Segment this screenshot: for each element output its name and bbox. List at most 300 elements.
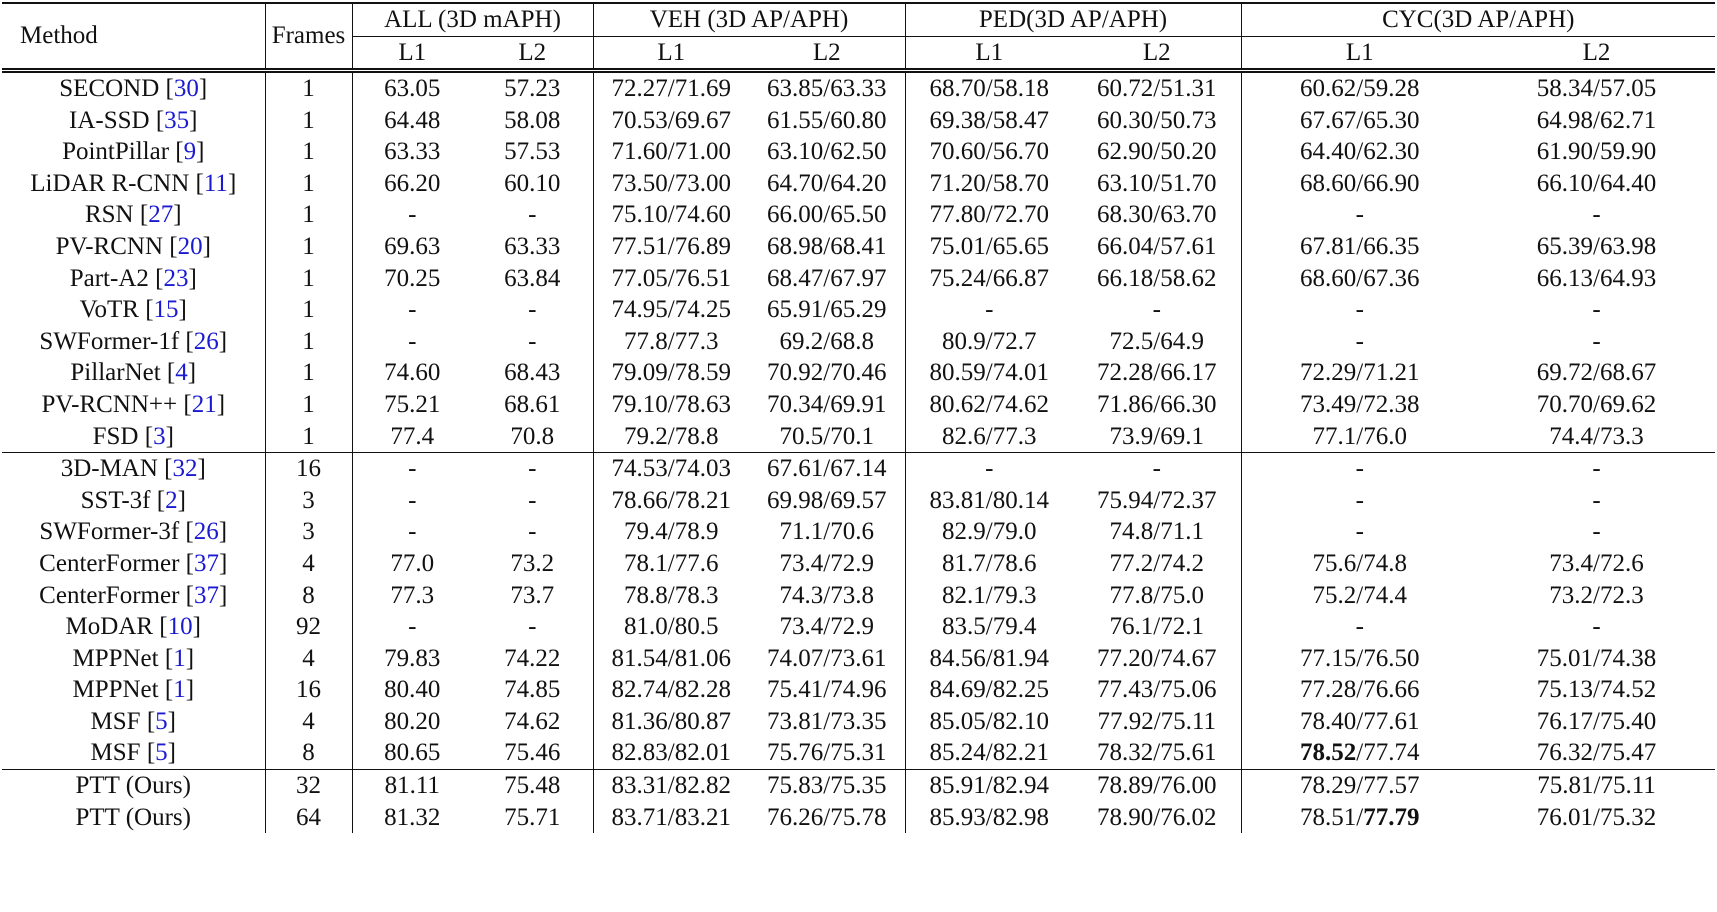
citation-link[interactable]: 5 <box>155 739 168 767</box>
cyc-l1-cell: 75.6/74.8 <box>1312 549 1407 577</box>
cyc-l2-cell: 75.01/74.38 <box>1536 644 1657 672</box>
veh-l2-cell: 66.00/65.50 <box>749 199 905 231</box>
method-cell: LiDAR R-CNN [11] <box>2 168 265 200</box>
citation-link[interactable]: 9 <box>183 138 197 166</box>
frames-cell: 4 <box>265 548 352 580</box>
ped-l2-cell: 77.43/75.06 <box>1073 674 1241 706</box>
all-l1-cell: 81.11 <box>352 770 472 802</box>
citation-link[interactable]: 20 <box>177 232 203 260</box>
table-row <box>2 357 1715 389</box>
veh-l1-cell: 77.51/76.89 <box>611 232 731 260</box>
cyc-l1-cell: 77.15/76.50 <box>1300 644 1420 672</box>
all-l2-cell: 57.53 <box>472 136 593 168</box>
ped-l2-cell: 75.94/72.37 <box>1073 485 1241 517</box>
veh-l2-cell: 69.2/68.8 <box>749 326 905 358</box>
cyc-l1-cell: 67.67/65.30 <box>1300 106 1420 134</box>
method-cell: SWFormer-1f [26] <box>2 326 265 358</box>
cyc-l1-cell: 64.40/62.30 <box>1300 138 1420 166</box>
ped-l2-cell: 72.28/66.17 <box>1073 357 1241 389</box>
veh-l1-cell: 75.10/74.60 <box>611 201 731 229</box>
citation-link[interactable]: 3 <box>153 422 166 450</box>
table-row <box>2 453 1715 485</box>
method-name: RSN <box>84 201 134 229</box>
ped-l2-cell: - <box>1073 294 1241 326</box>
all-l1-cell: 75.21 <box>384 390 441 418</box>
all-l2-cell: 74.85 <box>472 674 593 706</box>
table-row <box>2 136 1715 168</box>
cyc-l2-cell: 69.72/68.67 <box>1536 359 1657 387</box>
ped-l2-cell: 63.10/51.70 <box>1073 168 1241 200</box>
cyc-l2-cell: - <box>1592 613 1601 641</box>
table-row <box>2 674 1715 706</box>
cyc-l2-cell: 65.39/63.98 <box>1536 232 1657 260</box>
method-name: PV-RCNN <box>55 232 164 260</box>
method-cell: MSF [5] <box>2 737 265 769</box>
veh-l1-cell: 73.50/73.00 <box>611 169 731 197</box>
cyc-l1-cell: 78.29/77.57 <box>1241 770 1478 802</box>
ped-l2-cell: 77.20/74.67 <box>1073 643 1241 675</box>
frames-cell: 16 <box>265 453 352 485</box>
all-l1-cell: 79.83 <box>384 644 441 672</box>
cyc-l2-cell: 58.34/57.05 <box>1536 75 1657 102</box>
frames-cell: 1 <box>265 326 352 358</box>
table-row <box>2 389 1715 421</box>
ped-l1-cell: 84.69/82.25 <box>929 676 1049 704</box>
ped-l2-cell: 66.18/58.62 <box>1073 263 1241 295</box>
frames-cell: 1 <box>265 136 352 168</box>
cyc-l2-cell: - <box>1592 296 1601 324</box>
method-cell: MoDAR [10] <box>2 611 265 643</box>
all-l1-cell: 80.40 <box>384 676 441 704</box>
method-cell: PillarNet [4] <box>2 357 265 389</box>
veh-l1-cell: 71.60/71.00 <box>611 138 731 166</box>
cyc-l2-cell: 73.2/72.3 <box>1549 581 1644 609</box>
all-l1-cell: 81.32 <box>384 803 441 831</box>
cyc-l1-cell: - <box>1355 327 1364 355</box>
cyc-l2-cell: - <box>1592 518 1601 546</box>
citation-link[interactable]: 15 <box>153 296 179 324</box>
veh-l1-cell: 77.8/77.3 <box>624 327 719 355</box>
all-l2-cell: 63.33 <box>472 231 593 263</box>
frames-cell: 1 <box>265 71 352 105</box>
method-cell: SECOND [30] <box>2 71 265 105</box>
all-l1-cell: - <box>408 201 417 229</box>
all-l2-cell: - <box>472 199 593 231</box>
table-row <box>2 802 1715 834</box>
table-row <box>2 168 1715 200</box>
veh-l2-cell: 71.1/70.6 <box>749 516 905 548</box>
table-body <box>2 71 1715 834</box>
ped-l1-cell: 82.9/79.0 <box>942 518 1037 546</box>
table-row <box>2 294 1715 326</box>
ped-l1-cell: 83.81/80.14 <box>929 486 1049 514</box>
all-l2-cell: 74.62 <box>472 706 593 738</box>
method-name: PillarNet <box>70 359 161 387</box>
table-row <box>2 611 1715 643</box>
table-row <box>2 263 1715 295</box>
all-l1-cell: - <box>408 518 417 546</box>
table-row <box>2 643 1715 675</box>
veh-l1-cell: 78.66/78.21 <box>611 486 731 514</box>
ped-l1-cell: - <box>985 296 994 324</box>
veh-l1-cell: 83.31/82.82 <box>593 770 749 802</box>
table-row <box>2 706 1715 738</box>
cyc-l2-cell: 76.32/75.47 <box>1536 739 1657 767</box>
ped-l1-cell: 77.80/72.70 <box>929 201 1049 229</box>
ped-l2-cell: 60.30/50.73 <box>1073 105 1241 137</box>
ped-l1-cell: 70.60/56.70 <box>929 138 1049 166</box>
veh-l2-cell: 63.85/63.33 <box>749 71 905 105</box>
veh-l2-cell: 75.41/74.96 <box>749 674 905 706</box>
veh-l2-cell: 73.4/72.9 <box>749 548 905 580</box>
frames-cell: 3 <box>265 485 352 517</box>
method-name: SST-3f <box>80 486 151 514</box>
all-l1-cell: - <box>408 486 417 514</box>
header-ped-l2: L2 <box>1073 37 1241 71</box>
all-l1-cell: 63.33 <box>384 138 441 166</box>
cyc-l2-cell: 70.70/69.62 <box>1536 390 1657 418</box>
ped-l2-cell: 62.90/50.20 <box>1073 136 1241 168</box>
ped-l1-cell: 80.9/72.7 <box>942 327 1037 355</box>
method-name: SWFormer-3f <box>39 518 180 546</box>
method-name: PointPillar <box>62 138 170 166</box>
citation-link[interactable]: 2 <box>165 486 178 514</box>
header-veh-l1: L1 <box>593 37 749 71</box>
veh-l1-cell: 78.1/77.6 <box>624 549 719 577</box>
all-l2-cell: 70.8 <box>472 421 593 453</box>
cyc-l1-cell: - <box>1355 486 1364 514</box>
all-l2-cell: 60.10 <box>472 168 593 200</box>
all-l2-cell: 74.22 <box>472 643 593 675</box>
ped-l2-cell: 71.86/66.30 <box>1073 389 1241 421</box>
ped-l1-cell: - <box>905 453 1073 485</box>
citation-link[interactable]: 1 <box>173 676 186 704</box>
veh-l2-cell: 69.98/69.57 <box>749 485 905 517</box>
cyc-l2-cell: 64.98/62.71 <box>1536 106 1657 134</box>
header-row-groups <box>2 3 1715 37</box>
header-ped: PED(3D AP/APH) <box>905 3 1241 37</box>
method-name: SECOND <box>59 75 160 102</box>
ped-l1-cell: 81.7/78.6 <box>942 549 1037 577</box>
ped-l2-cell: 78.89/76.00 <box>1073 770 1241 802</box>
all-l1-cell: - <box>352 453 472 485</box>
method-cell <box>2 770 265 802</box>
veh-l2-cell: 67.61/67.14 <box>749 453 905 485</box>
frames-cell: 8 <box>265 580 352 612</box>
citation-link[interactable]: 21 <box>191 390 217 418</box>
citation-link[interactable]: 30 <box>173 75 199 102</box>
ped-l1-cell: 75.24/66.87 <box>929 264 1049 292</box>
method-name: LiDAR R-CNN <box>30 169 190 197</box>
veh-l2-cell: 65.91/65.29 <box>749 294 905 326</box>
veh-l1-cell: 79.4/78.9 <box>624 518 719 546</box>
cyc-l2-cell: 75.13/74.52 <box>1536 676 1657 704</box>
method-cell: VoTR [15] <box>2 294 265 326</box>
veh-l2-cell: 68.47/67.97 <box>749 263 905 295</box>
veh-l1-cell: 82.74/82.28 <box>611 676 731 704</box>
veh-l2-cell: 73.81/73.35 <box>749 706 905 738</box>
veh-l2-cell: 64.70/64.20 <box>749 168 905 200</box>
method-name: MSF <box>90 707 141 735</box>
veh-l1-cell: 79.10/78.63 <box>611 390 731 418</box>
veh-l1-cell: 82.83/82.01 <box>611 739 731 767</box>
veh-l1-cell: 78.8/78.3 <box>624 581 719 609</box>
ped-l1-cell: 80.59/74.01 <box>929 359 1049 387</box>
ped-l2-cell: 60.72/51.31 <box>1073 71 1241 105</box>
method-name: FSD <box>92 422 139 450</box>
cyc-l1-cell: 77.1/76.0 <box>1312 422 1407 450</box>
header-all-l1: L1 <box>352 37 472 71</box>
cyc-l2-cell: - <box>1592 201 1601 229</box>
veh-l1-cell: 79.09/78.59 <box>611 359 731 387</box>
frames-cell: 1 <box>265 389 352 421</box>
all-l1-cell: 64.48 <box>384 106 441 134</box>
cyc-l1-cell: 68.60/67.36 <box>1300 264 1420 292</box>
table-row <box>2 580 1715 612</box>
table-row <box>2 105 1715 137</box>
veh-l2-cell: 73.4/72.9 <box>749 611 905 643</box>
frames-cell: 8 <box>265 737 352 769</box>
cyc-l2-cell: 75.81/75.11 <box>1478 770 1715 802</box>
citation-link[interactable]: 10 <box>167 613 193 641</box>
citation-link[interactable]: 5 <box>155 707 168 735</box>
ped-l2-cell: 78.32/75.61 <box>1073 737 1241 769</box>
citation-link[interactable]: 26 <box>193 327 219 355</box>
ped-l2-cell: - <box>1073 453 1241 485</box>
frames-cell: 4 <box>265 706 352 738</box>
all-l1-cell: - <box>408 613 417 641</box>
frames-cell: 1 <box>265 168 352 200</box>
method-name: PTT (Ours) <box>75 803 191 831</box>
method-cell: CenterFormer [37] <box>2 580 265 612</box>
veh-l2-cell: 75.83/75.35 <box>749 770 905 802</box>
method-cell: MPPNet [1] <box>2 674 265 706</box>
method-cell <box>2 802 265 834</box>
header-all: ALL (3D mAPH) <box>352 3 593 37</box>
cyc-l2-cell: 61.90/59.90 <box>1536 138 1657 166</box>
ped-l2-cell: 76.1/72.1 <box>1073 611 1241 643</box>
veh-l1-cell: 81.36/80.87 <box>611 707 731 735</box>
citation-link[interactable]: 35 <box>164 106 190 134</box>
veh-l2-cell: 61.55/60.80 <box>749 105 905 137</box>
all-l1-cell: 80.20 <box>384 707 441 735</box>
all-l1-cell: 77.0 <box>390 549 435 577</box>
ped-l2-cell: 78.90/76.02 <box>1073 802 1241 834</box>
all-l2-cell: - <box>472 294 593 326</box>
frames-cell: 1 <box>265 199 352 231</box>
veh-l1-cell: 70.53/69.67 <box>611 106 731 134</box>
cyc-l2-cell: - <box>1592 327 1601 355</box>
method-cell: FSD [3] <box>2 421 265 453</box>
frames-cell: 64 <box>265 802 352 834</box>
ped-l2-cell: 77.2/74.2 <box>1073 548 1241 580</box>
ped-l2-cell: 72.5/64.9 <box>1073 326 1241 358</box>
ped-l2-cell: 66.04/57.61 <box>1073 231 1241 263</box>
veh-l2-cell: 70.5/70.1 <box>749 421 905 453</box>
method-cell: SST-3f [2] <box>2 485 265 517</box>
cyc-l1-cell: - <box>1355 518 1364 546</box>
method-cell: SWFormer-3f [26] <box>2 516 265 548</box>
all-l2-cell: 58.08 <box>472 105 593 137</box>
all-l2-cell: - <box>472 516 593 548</box>
veh-l1-cell: 83.71/83.21 <box>611 803 731 831</box>
frames-cell: 4 <box>265 643 352 675</box>
table-row <box>2 199 1715 231</box>
method-cell: MSF [5] <box>2 706 265 738</box>
ped-l2-cell: 73.9/69.1 <box>1073 421 1241 453</box>
results-table <box>2 2 1715 833</box>
method-name: CenterFormer <box>39 549 180 577</box>
ped-l1-cell: 83.5/79.4 <box>942 613 1037 641</box>
header-frames: Frames <box>265 3 352 71</box>
ped-l1-cell: 85.93/82.98 <box>929 803 1049 831</box>
frames-cell: 1 <box>265 421 352 453</box>
method-name: CenterFormer <box>39 581 180 609</box>
method-cell: CenterFormer [37] <box>2 548 265 580</box>
veh-l1-cell: 74.53/74.03 <box>593 453 749 485</box>
veh-l2-cell: 76.26/75.78 <box>749 802 905 834</box>
cyc-l1-cell: - <box>1355 201 1364 229</box>
citation-link[interactable]: 27 <box>148 201 174 229</box>
citation-link[interactable]: 26 <box>193 518 219 546</box>
method-name: MoDAR <box>65 613 154 641</box>
veh-l2-cell: 70.34/69.91 <box>749 389 905 421</box>
frames-cell: 1 <box>265 263 352 295</box>
method-name: MPPNet <box>72 644 159 672</box>
cyc-l2-cell: - <box>1478 453 1715 485</box>
cyc-l1-cell: 72.29/71.21 <box>1300 359 1420 387</box>
table-row <box>2 485 1715 517</box>
table-row <box>2 737 1715 769</box>
cyc-l2-cell: 73.4/72.6 <box>1549 549 1644 577</box>
frames-cell: 32 <box>265 770 352 802</box>
cyc-l1-ap: 78.52 <box>1300 739 1357 767</box>
ped-l1-cell: 84.56/81.94 <box>929 644 1049 672</box>
veh-l1-cell: 81.54/81.06 <box>611 644 731 672</box>
method-cell: IA-SSD [35] <box>2 105 265 137</box>
method-cell: MPPNet [1] <box>2 643 265 675</box>
ped-l2-cell: 68.30/63.70 <box>1073 199 1241 231</box>
table-row <box>2 770 1715 802</box>
veh-l1-cell: 74.95/74.25 <box>611 296 731 324</box>
citation-link[interactable]: 32 <box>172 455 198 483</box>
frames-cell: 16 <box>265 674 352 706</box>
cyc-l1-ap: 78.51/ <box>1300 803 1364 831</box>
header-veh-l2: L2 <box>749 37 905 71</box>
all-l2-cell: - <box>472 326 593 358</box>
all-l1-cell: 66.20 <box>384 169 441 197</box>
cyc-l2-cell: - <box>1592 486 1601 514</box>
header-all-l2: L2 <box>472 37 593 71</box>
all-l2-cell: 63.84 <box>472 263 593 295</box>
all-l2-cell: 75.46 <box>472 737 593 769</box>
veh-l1-cell: 81.0/80.5 <box>624 613 719 641</box>
veh-l2-cell: 63.10/62.50 <box>749 136 905 168</box>
cyc-l1-aph: /77.74 <box>1356 739 1420 767</box>
frames-cell: 1 <box>265 357 352 389</box>
cyc-l1-cell: 73.49/72.38 <box>1300 390 1420 418</box>
method-name: PTT (Ours) <box>75 772 191 800</box>
table-row <box>2 326 1715 358</box>
veh-l2-cell: 74.07/73.61 <box>749 643 905 675</box>
all-l2-cell: 68.61 <box>472 389 593 421</box>
citation-link[interactable]: 23 <box>163 264 189 292</box>
method-name: IA-SSD <box>69 106 150 134</box>
all-l1-cell: 77.3 <box>390 581 435 609</box>
citation-link[interactable]: 37 <box>193 549 219 577</box>
citation-link[interactable]: 1 <box>173 644 186 672</box>
veh-l1-cell: 72.27/71.69 <box>611 75 731 102</box>
ped-l1-cell: 85.05/82.10 <box>929 707 1049 735</box>
all-l1-cell: 77.4 <box>390 422 435 450</box>
all-l2-cell: - <box>472 611 593 643</box>
header-cyc-l1: L1 <box>1241 37 1478 71</box>
method-name: MSF <box>90 739 141 767</box>
cyc-l1-cell: 75.2/74.4 <box>1312 581 1407 609</box>
frames-cell: 3 <box>265 516 352 548</box>
method-name: MPPNet <box>72 676 159 704</box>
method-name: Part-A2 <box>69 264 149 292</box>
frames-cell: 92 <box>265 611 352 643</box>
ped-l2-cell: 74.8/71.1 <box>1073 516 1241 548</box>
citation-link[interactable]: 11 <box>203 169 228 197</box>
cyc-l1-cell: - <box>1355 296 1364 324</box>
frames-cell: 1 <box>265 231 352 263</box>
method-cell: RSN [27] <box>2 199 265 231</box>
veh-l2-cell: 75.76/75.31 <box>749 737 905 769</box>
all-l1-cell: 80.65 <box>384 739 441 767</box>
cyc-l1-cell: 60.62/59.28 <box>1300 75 1420 102</box>
all-l2-cell: 73.2 <box>472 548 593 580</box>
cyc-l1-cell: - <box>1241 453 1478 485</box>
citation-link[interactable]: 37 <box>193 581 219 609</box>
ped-l1-cell: 85.24/82.21 <box>929 739 1049 767</box>
all-l1-cell: - <box>408 296 417 324</box>
frames-cell: 1 <box>265 105 352 137</box>
ped-l1-cell: 82.6/77.3 <box>942 422 1037 450</box>
all-l2-cell: 75.71 <box>472 802 593 834</box>
ped-l1-cell: 80.62/74.62 <box>929 390 1049 418</box>
all-l1-cell: 70.25 <box>384 264 441 292</box>
all-l2-cell: 73.7 <box>472 580 593 612</box>
cyc-l1-cell: 77.28/76.66 <box>1300 676 1420 704</box>
ped-l1-cell: 71.20/58.70 <box>929 169 1049 197</box>
all-l2-cell: 57.23 <box>472 71 593 105</box>
method-name: VoTR <box>79 296 139 324</box>
cyc-l2-cell: 76.01/75.32 <box>1536 803 1657 831</box>
method-name: 3D-MAN <box>60 455 158 483</box>
cyc-l1-aph: 77.79 <box>1363 803 1420 831</box>
citation-link[interactable]: 4 <box>175 359 188 387</box>
all-l2-cell: - <box>472 485 593 517</box>
ped-l2-cell: 77.92/75.11 <box>1073 706 1241 738</box>
table-row <box>2 516 1715 548</box>
cyc-l1-cell: 78.40/77.61 <box>1300 707 1420 735</box>
veh-l1-cell: 79.2/78.8 <box>624 422 719 450</box>
method-cell: 3D-MAN [32] <box>2 453 265 485</box>
ped-l1-cell: 68.70/58.18 <box>929 75 1049 102</box>
all-l1-cell: 69.63 <box>384 232 441 260</box>
all-l1-cell: 74.60 <box>384 359 441 387</box>
veh-l2-cell: 70.92/70.46 <box>749 357 905 389</box>
table-row <box>2 71 1715 105</box>
ped-l1-cell: 85.91/82.94 <box>905 770 1073 802</box>
cyc-l1-cell: - <box>1355 613 1364 641</box>
cyc-l2-cell: 66.13/64.93 <box>1536 264 1657 292</box>
all-l2-cell: - <box>472 453 593 485</box>
veh-l2-cell: 68.98/68.41 <box>749 231 905 263</box>
cyc-l2-cell: 76.17/75.40 <box>1536 707 1657 735</box>
